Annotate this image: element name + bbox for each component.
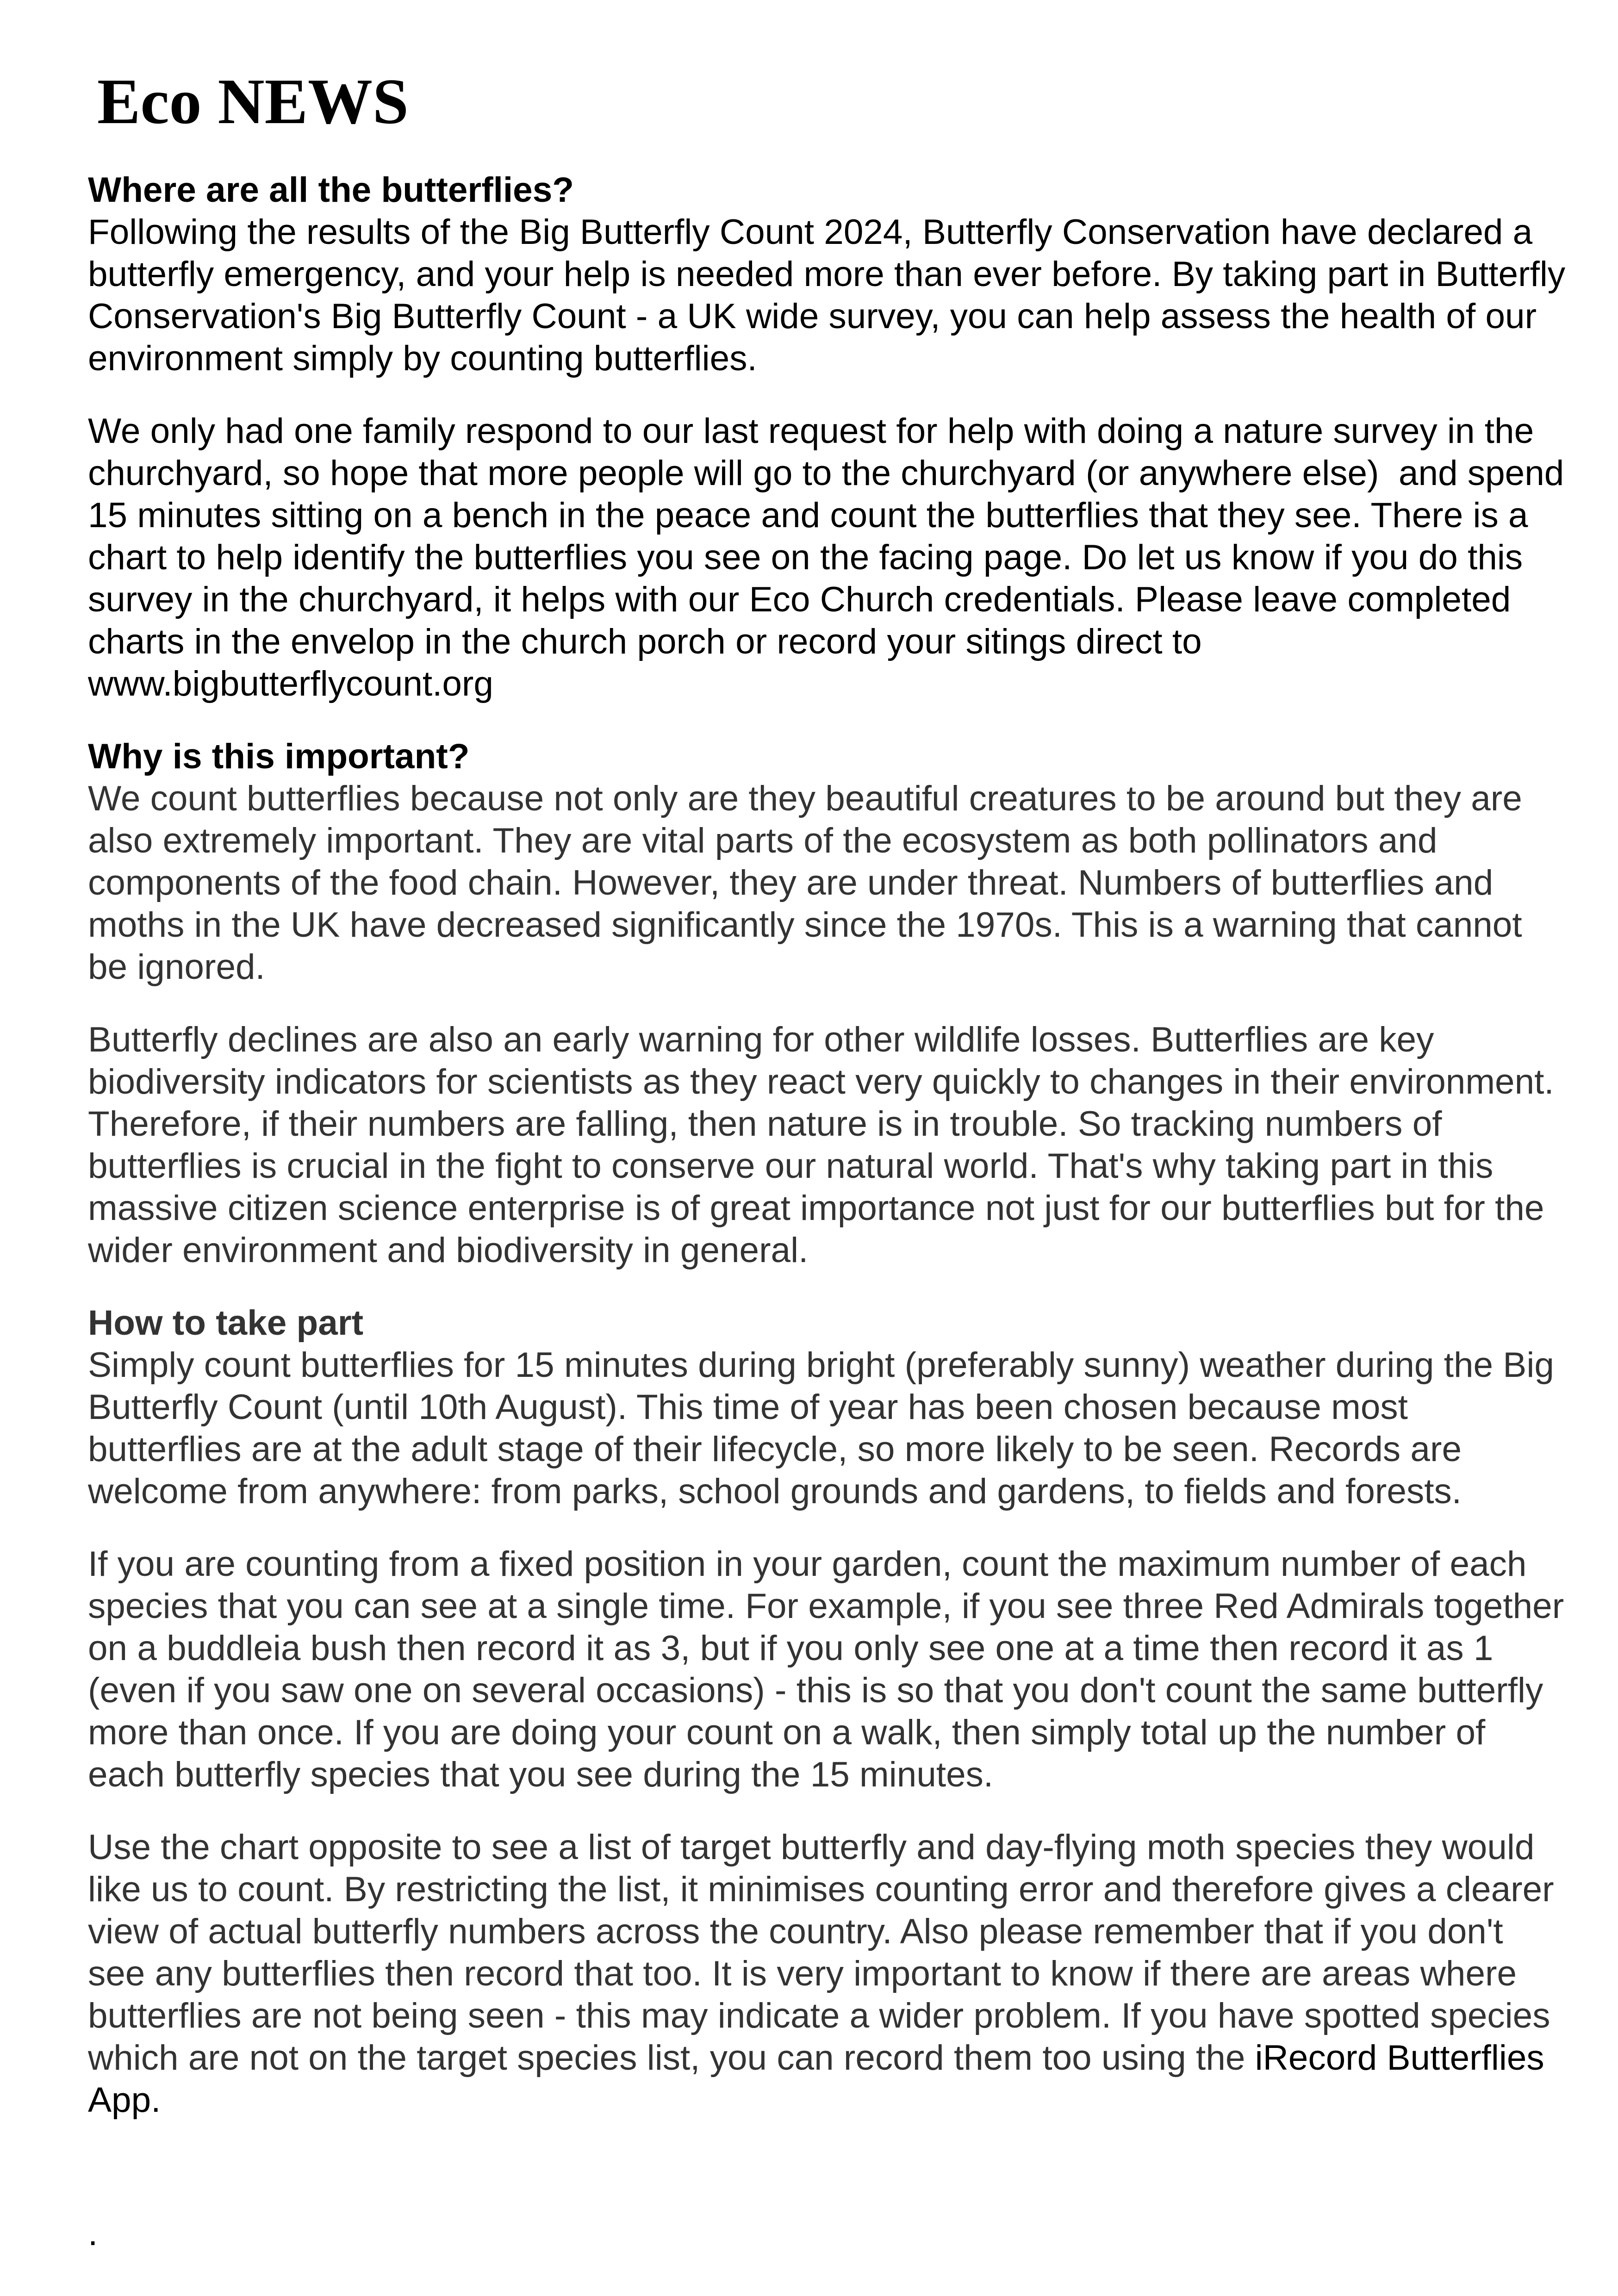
section-heading: Why is this important? xyxy=(88,737,470,776)
trailing-mark: . xyxy=(88,2214,98,2253)
section-how-to-take-part-final xyxy=(88,1826,1569,2121)
section-where-butterflies xyxy=(88,169,1575,380)
article-body xyxy=(88,169,1575,2152)
paragraph xyxy=(88,1826,1569,2121)
section-heading: Where are all the butterflies? xyxy=(88,170,574,210)
section-why-important xyxy=(88,735,1569,988)
section-how-to-take-part-continued xyxy=(88,1543,1574,1796)
irecord-app-link[interactable]: iRecord Butterflies App. xyxy=(88,2038,1552,2120)
paragraph: We only had one family respond to our last request for help with doing a nature survey in the churchyard, so hope that more people will go to the churchyard (or anywhere else) and spend 15 minutes sitting on a bench in the peace and count the butterflies that they see. There is a chart to help identify the butterflies you see on the facing page. Do let us know if you do this survey in the churchyard, it helps with our Eco Church credentials. Please leave completed charts in the envelop in the church porch or record your sitings direct to www.bigbutterflycount.org xyxy=(88,411,1574,703)
paragraph: We count butterflies because not only are they beautiful creatures to be around but they are also extremely important. They are vital parts of the ecosystem as both pollinators and components of the food chain. However, they are under threat. Numbers of butterflies and moths in the UK have decreased significantly since the 1970s. This is a warning that cannot be ignored. xyxy=(88,779,1532,987)
masthead-title: Eco NEWS xyxy=(97,66,409,137)
paragraph: Simply count butterflies for 15 minutes during bright (preferably sunny) weather during the Big Butterfly Count (until 10th August). This time of year has been chosen because most butterflies are at the adult stage of their lifecycle, so more likely to be seen. Records are welcome from anywhere: from parks, school grounds and gardens, to fields and forests. xyxy=(88,1345,1564,1511)
section-heading: How to take part xyxy=(88,1303,364,1343)
paragraph: Following the results of the Big Butterfly Count 2024, Butterfly Conservation have declared a butterfly emergency, and your help is needed more than ever before. By taking part in Butterfly Conservation's Big Butterfly Count - a UK wide survey, you can help assess the health of our environment simply by counting butterflies. xyxy=(88,212,1575,378)
paragraph: Butterfly declines are also an early warning for other wildlife losses. Butterflies are key biodiversity indicators for scientists as they react very quickly to changes in their environment. Therefore, if their numbers are falling, then nature is in trouble. So tracking numbers of butterflies is crucial in the fight to conserve our natural world. That's why taking part in this massive citizen science enterprise is of great importance not just for our butterflies but for the wider environment and biodiversity in general. xyxy=(88,1020,1563,1270)
section-why-important-continued xyxy=(88,1019,1569,1271)
section-how-to-take-part xyxy=(88,1302,1569,1512)
paragraph: If you are counting from a fixed position in your garden, count the maximum number of each species that you can see at a single time. For example, if you see three Red Admirals together on a buddleia bush then record it as 3, but if you only see one at a time then record it as 1 (even if you saw one on several occasions) - this is so that you don't count the same butterfly more than once. If you are doing your count on a walk, then simply total up the number of each butterfly species that you see during the 15 minutes. xyxy=(88,1544,1574,1794)
section-where-butterflies-continued xyxy=(88,410,1574,705)
paragraph-text: Use the chart opposite to see a list of target butterfly and day-flying moth species they would like us to count. By restricting the list, it minimises counting error and therefore gives a clearer view of actual butterfly numbers across the country. Also please remember that if you don't see any butterflies then record that too. It is very important to know if there are areas where butterflies are not being seen - this may indicate a wider problem. If you have spotted species which are not on the target species list, you can record them too using the xyxy=(88,1828,1564,2078)
